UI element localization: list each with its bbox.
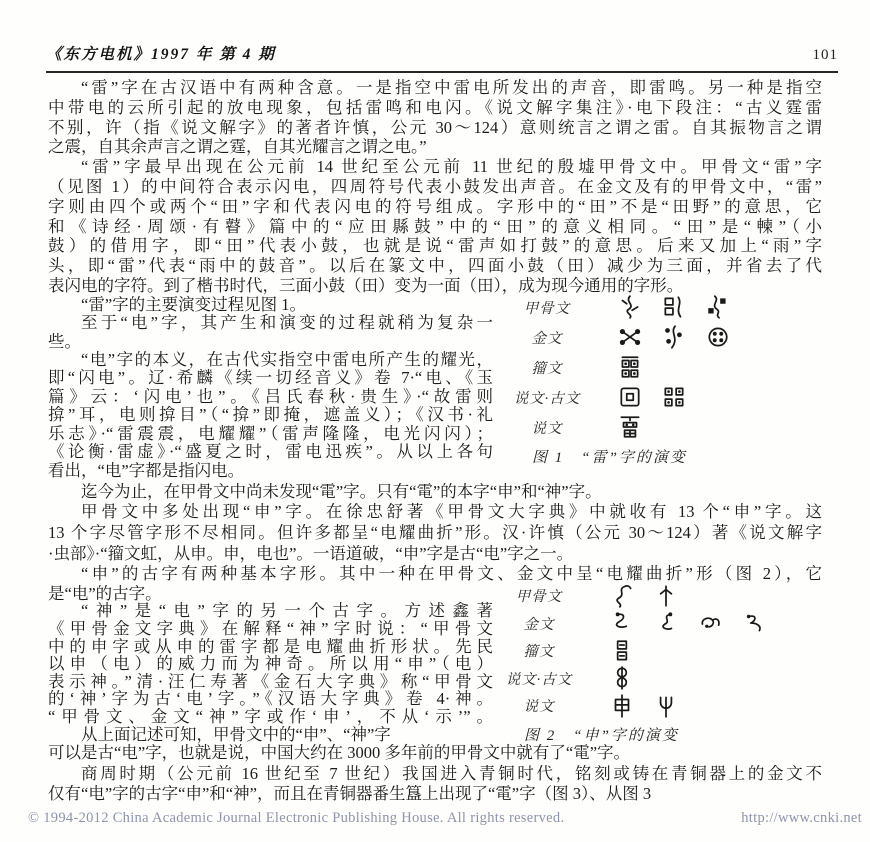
text-line: 《甲骨金文字典》在解释“神”字时说：“甲骨文 (48, 619, 493, 639)
text-line: 揜”耳，电则揜目”（“揜”即掩，遮盖义）；《汉书·礼 (48, 405, 493, 425)
figure-row (498, 412, 823, 442)
glyph-group (596, 384, 696, 410)
text-line: 以申（电）的威力而为神奇。所以用“申”（电） (48, 654, 493, 674)
text-section-para-mid (48, 461, 822, 585)
text-line: 从上面记述可知，甲骨文中的“申”、“神”字 (81, 724, 391, 744)
page-footer (28, 810, 862, 827)
text-section-para-top (48, 78, 822, 296)
glyph-group (588, 583, 688, 609)
figure-row (498, 322, 823, 352)
text-section-beside-figure2 (48, 585, 493, 743)
text-section-beside-figure1 (48, 296, 493, 462)
cnki-url: http://www.cnki.net (741, 810, 862, 826)
glyph-group (596, 414, 652, 440)
text-line: “神”是“电”字的另一个古字。方述鑫著 (81, 601, 493, 621)
figure-row (498, 292, 823, 322)
text-line: 中带电的云所引起的放电现象，包括雷鸣和电闪。《说文解字集注》·电下段注：“古义霆雷 (48, 97, 822, 117)
lei-sw-ancient-glyph-icon (617, 414, 643, 440)
shen-jw4-ancient-glyph-icon (741, 610, 767, 636)
lei-zhou-ancient-glyph-icon (617, 354, 643, 380)
text-line: 是“电”的古字。 (48, 583, 162, 603)
text-line: 商周时期（公元前 16 世纪至 7 世纪）我国进入青铜时代，铭刻或铸在青铜器上的金文不 (81, 763, 822, 783)
lei-jw1-ancient-glyph-icon (617, 324, 643, 350)
figure-1-lei-evolution (498, 292, 823, 467)
lei-gw2-ancient-glyph-icon (661, 384, 687, 410)
figure-row (490, 665, 842, 693)
shen-ob2-ancient-glyph-icon (653, 583, 679, 609)
text-line: 篇》云：‘闪电’也”。《吕氏春秋·贵生》·“故雷则 (48, 386, 493, 406)
script-type-label: 金文 (531, 330, 563, 347)
script-type-label: 甲骨文 (515, 589, 563, 606)
shen-jw3-ancient-glyph-icon (697, 610, 723, 636)
shen-ob1-ancient-glyph-icon (609, 583, 635, 609)
text-line: 可以是古“电”字，也就是说，中国大约在 3000 多年前的甲骨文中就有了“電”字。 (48, 743, 631, 763)
glyph-group (588, 638, 644, 664)
lei-ob2-ancient-glyph-icon (661, 294, 687, 320)
text-line: 仅有“电”字的古字“申”和“神”，而且在青铜器番生簋上出现了“電”字（图 3）、从图 3 (48, 783, 652, 803)
text-line: 至于“电”字，其产生和演变的过程就稍为复杂一 (81, 313, 493, 333)
figure-caption: 图 1 “雷”字的演变 (532, 450, 687, 466)
text-line: 的‘神’字为古‘电’字。”《汉语大字典》卷 4·神。 (48, 689, 493, 709)
text-line: “申”的古字有两种基本字形。其中一种在甲骨文、金文中呈“电耀曲折”形（图 2），它 (81, 564, 822, 584)
glyph-group (596, 354, 652, 380)
figure-row (490, 610, 842, 638)
shen-gw-ancient-glyph-icon (609, 665, 635, 691)
glyph-group (588, 610, 776, 636)
text-line: 迄今为止，在甲骨文中尚未发现“電”字。只有“電”的本字“申”和“神”字。 (81, 481, 602, 501)
text-line: 中的申字或从申的雷字都是电耀曲折形状。先民 (48, 636, 493, 656)
glyph-group (588, 693, 688, 719)
text-line: ·虫部》·“籀文虹，从申。申，电也”。一语道破，“申”字是古“电”字之一。 (48, 543, 574, 563)
lei-jw2-ancient-glyph-icon (661, 324, 687, 350)
journal-title: 《东方电机》1997 年 第 4 期 (46, 46, 276, 63)
text-line: 之震，自其余声言之谓之霆，自其光耀言之谓之电。” (48, 137, 427, 157)
text-line: （见图 1）的中间符合表示闪电，四周符号代表小鼓发出声音。在金文及有的甲骨文中，“雷” (48, 176, 822, 196)
figure-caption: 图 2 “申”字的演变 (524, 727, 679, 744)
text-line: “雷”字最早出现在公元前 14 世纪至公元前 11 世纪的殷墟甲骨文中。甲骨文“雷”字 (81, 157, 822, 177)
page-header (46, 42, 838, 73)
glyph-group (596, 324, 740, 350)
figure-row (490, 582, 842, 610)
lei-gw1-ancient-glyph-icon (617, 384, 643, 410)
text-line: 即“闪电”。辽·希麟《续一切经音义》卷 7·“电、《玉 (48, 368, 493, 388)
script-type-label: 籀文 (531, 360, 563, 377)
shen-sw2-ancient-glyph-icon (653, 693, 679, 719)
text-line: “甲骨文、金文“神”字或作‘申’，不从‘示’”。 (48, 707, 493, 726)
lei-ob3-ancient-glyph-icon (705, 294, 731, 320)
script-type-label: 金文 (523, 616, 555, 633)
lei-ob1-ancient-glyph-icon (617, 294, 643, 320)
text-line: 13 个字尽管字形不尽相同。但许多都呈“电耀曲折”形。汉·许慎（公元 30～124）著《说文解字 (48, 523, 822, 543)
text-line: 看出，“电”字都是指闪电。 (48, 461, 245, 481)
script-type-label: 甲骨文 (523, 300, 571, 317)
text-line: 头，即“雷”代表“雨中的鼓音”。以后在篆文中，四面小鼓（田）减少为三面，并省去了代 (48, 256, 822, 276)
text-section-para-bottom (48, 743, 822, 804)
shen-sw1-ancient-glyph-icon (609, 693, 635, 719)
shen-jw1-ancient-glyph-icon (609, 610, 635, 636)
glyph-group (588, 665, 644, 691)
shen-zhou-ancient-glyph-icon (609, 638, 635, 664)
text-line: “雷”字的主要演变过程见图 1。 (81, 294, 307, 314)
text-line: 字则由四个或两个“田”字和代表闪电的符号组成。字形中的“田”不是“田野”的意思，它 (48, 196, 822, 216)
script-type-label: 说文 (531, 420, 563, 437)
figure-row (490, 637, 842, 665)
figure-2-shen-evolution (490, 582, 842, 745)
shen-jw2-ancient-glyph-icon (653, 610, 679, 636)
text-line: 不别，许（指《说文解字》的著者许慎，公元 30～124）意则统言之谓之雷。自其振物言之谓 (48, 117, 822, 137)
text-line: 乐志》·“雷震震，电耀耀”（雷声隆隆，电光闪闪）； (48, 423, 493, 443)
text-line: “电”字的本义，在古代实指空中雷电所产生的耀光， (81, 349, 493, 369)
copyright-notice: © 1994-2012 China Academic Journal Electronic Publishing House. All rights reserved. (28, 810, 565, 826)
text-line: 表示神。”清·汪仁寿著《金石大字典》称“甲骨文 (48, 671, 493, 691)
figure-row (498, 382, 823, 412)
script-type-label: 说文·古文 (505, 671, 573, 688)
text-line: 甲骨文中多处出现“申”字。在徐忠舒著《甲骨文大字典》中就收有 13 个“申”字。这 (81, 502, 822, 522)
glyph-group (596, 294, 740, 320)
text-line: 表闪电的字符。到了楷书时代，三面小鼓（田）变为一面（田），成为现今通用的字形。 (48, 275, 684, 295)
figure-row (490, 692, 842, 720)
text-line: 鼓）的借用字，即“田”代表小鼓，也就是说“雷声如打鼓”的意思。后来又加上“雨”字 (48, 236, 822, 256)
text-line: 和《诗经·周颂·有瞽》篇中的“应田縣鼓”中的“田”的意义相同。“田”是“朄”（小 (48, 216, 822, 236)
text-line: 《论衡·雷虚》·“盛夏之时，雷电迅疾”。从以上各句 (48, 441, 493, 461)
text-line: 些。 (48, 331, 81, 351)
lei-jw3-ancient-glyph-icon (705, 324, 731, 350)
figure-row (498, 352, 823, 382)
script-type-label: 籀文 (523, 644, 555, 661)
page-number: 101 (812, 47, 838, 63)
script-type-label: 说文 (523, 699, 555, 716)
script-type-label: 说文·古文 (513, 390, 581, 407)
text-line: “雷”字在古汉语中有两种含意。一是指空中雷电所发出的声音，即雷鸣。另一种是指空 (81, 78, 822, 97)
